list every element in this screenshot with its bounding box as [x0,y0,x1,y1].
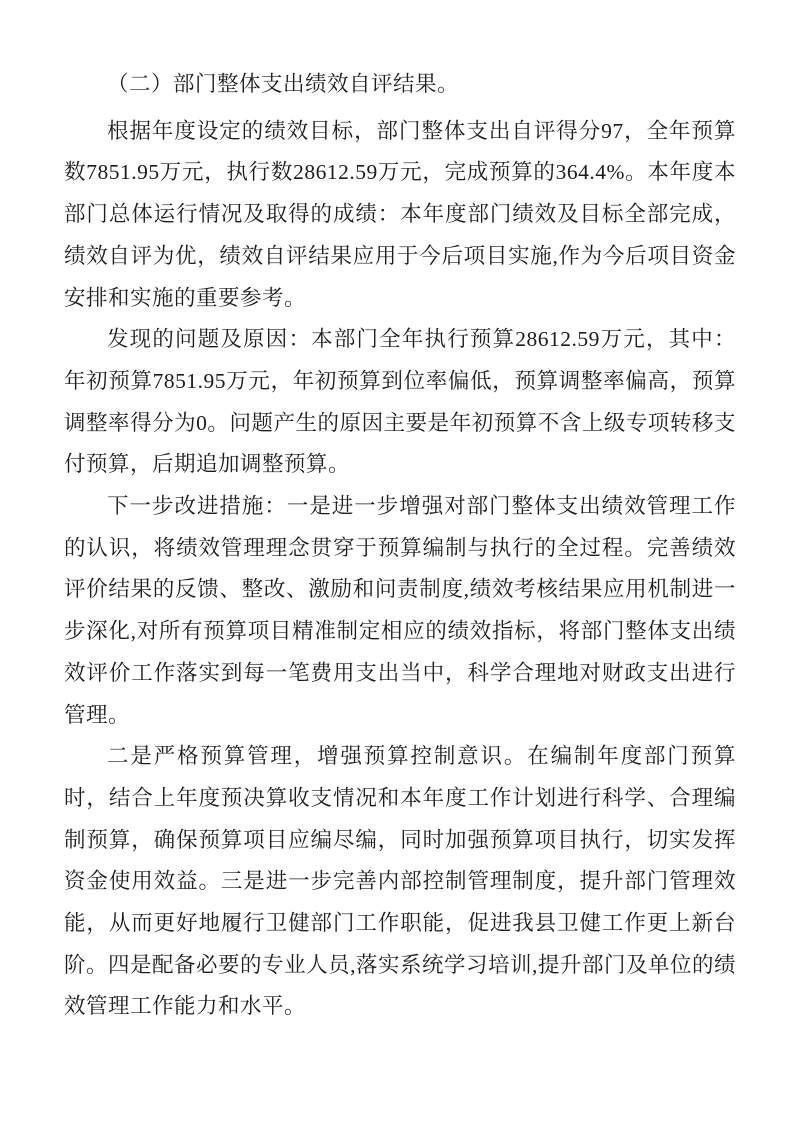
document-body [64,64,736,1028]
paragraph-self-evaluation-result: 根据年度设定的绩效目标，部门整体支出自评得分97，全年预算数7851.95万元，执行数28612.59万元，完成预算的364.4%。本年度本部门总体运行情况及取得的成绩：本年度部门绩效及目标全部完成，绩效自评为优，绩效自评结果应用于今后项目实施,作为今后项目资金安排和实施的重要参考。 [64,118,736,310]
paragraph-problems-and-causes: 发现的问题及原因：本部门全年执行预算28612.59万元，其中：年初预算7851.95万元，年初预算到位率偏低，预算调整率偏高，预算调整率得分为0。问题产生的原因主要是年初预算不含上级专项转移支付预算，后期追加调整预算。 [64,327,736,477]
paragraph-improvement-measures-2-4: 二是严格预算管理，增强预算控制意识。在编制年度部门预算时，结合上年度预决算收支情况和本年度工作计划进行科学、合理编制预算，确保预算项目应编尽编，同时加强预算项目执行，切实发挥资金使用效益。三是进一步完善内部控制管理制度，提升部门管理效能，从而更好地履行卫健部门工作职能，促进我县卫健工作更上新台阶。四是配备必要的专业人员,落实系统学习培训,提升部门及单位的绩效管理工作能力和水平。 [64,744,736,1019]
paragraph-improvement-measure-1: 下一步改进措施：一是进一步增强对部门整体支出绩效管理工作的认识，将绩效管理理念贯穿于预算编制与执行的全过程。完善绩效评价结果的反馈、整改、激励和问责制度,绩效考核结果应用机制进一步深化,对所有预算项目精准制定相应的绩效指标，将部门整体支出绩效评价工作落实到每一笔费用支出当中，科学合理地对财政支出进行管理。 [64,494,736,727]
section-heading: （二）部门整体支出绩效自评结果。 [107,72,460,96]
